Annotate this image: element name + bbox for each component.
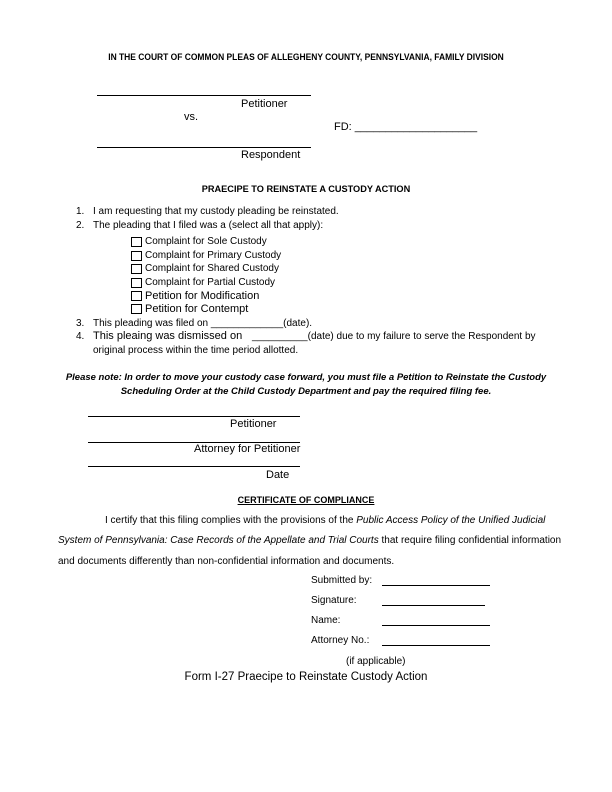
certificate-line-2 <box>58 535 561 546</box>
option-shared-custody: Complaint for Shared Custody <box>145 263 279 274</box>
checkbox-shared-custody[interactable] <box>131 264 142 274</box>
certificate-line-1 <box>105 515 545 526</box>
date-signature-line[interactable] <box>88 466 300 467</box>
respondent-name-line[interactable] <box>97 147 311 148</box>
court-title: IN THE COURT OF COMMON PLEAS OF ALLEGHENY COUNTY, PENNSYLVANIA, FAMILY DIVISION <box>108 52 504 62</box>
checkbox-partial-custody[interactable] <box>131 278 142 288</box>
note-line-2: Scheduling Order at the Child Custody Department and pay the required filing fee. <box>120 386 492 397</box>
certificate-line-3: and documents differently than non-confidential information and documents. <box>58 556 395 567</box>
option-contempt: Petition for Contempt <box>145 303 249 315</box>
form-title: PRAECIPE TO REINSTATE A CUSTODY ACTION <box>201 184 411 194</box>
submitted-by-label: Submitted by: <box>311 575 373 586</box>
certificate-line-1-italic: Public Access Policy of the Unified Judicial <box>356 515 546 526</box>
item-4-text-a: This pleaing was dismissed on <box>93 330 243 342</box>
form-footer: Form I-27 Praecipe to Reinstate Custody Action <box>184 671 428 683</box>
petitioner-signature-label: Petitioner <box>230 418 277 430</box>
option-modification: Petition for Modification <box>145 290 260 302</box>
note-line-1: Please note: In order to move your custody case forward, you must file a Petition to Reinstate the Custody <box>65 372 547 383</box>
item-1-number: 1. <box>76 206 85 217</box>
certificate-line-1-plain: I certify that this filing complies with the provisions of the <box>105 515 357 526</box>
option-partial-custody: Complaint for Partial Custody <box>145 277 276 288</box>
item-4-number: 4. <box>76 331 85 342</box>
petitioner-signature-line[interactable] <box>88 416 300 417</box>
fd-number-field[interactable]: FD: ____________________ <box>334 121 478 133</box>
checkbox-contempt[interactable] <box>131 304 142 314</box>
respondent-caption-label: Respondent <box>241 149 301 161</box>
petitioner-caption-label: Petitioner <box>241 98 288 110</box>
name-line[interactable] <box>382 625 490 626</box>
certificate-line-2-italic: System of Pennsylvania: Case Records of the Appellate and Trial Courts <box>58 535 379 546</box>
date-signature-label: Date <box>266 469 290 481</box>
certificate-heading: CERTIFICATE OF COMPLIANCE <box>237 495 375 505</box>
option-primary-custody: Complaint for Primary Custody <box>145 250 282 261</box>
item-1-text: I am requesting that my custody pleading be reinstated. <box>93 206 339 217</box>
checkbox-primary-custody[interactable] <box>131 251 142 261</box>
item-4-text-c: original process within the time period allotted. <box>93 345 299 356</box>
item-3-text[interactable]: This pleading was filed on _____________(date). <box>93 318 313 329</box>
attorney-signature-label: Attorney for Petitioner <box>194 443 301 455</box>
item-3-number: 3. <box>76 318 85 329</box>
attorney-number-line[interactable] <box>382 645 490 646</box>
item-4-text-b[interactable]: __________(date) due to my failure to serve the Respondent by <box>252 331 536 342</box>
if-applicable-label: (if applicable) <box>346 656 406 667</box>
name-label: Name: <box>311 615 341 626</box>
item-2-number: 2. <box>76 220 85 231</box>
certificate-line-2-plain: that require filing confidential information <box>378 535 562 546</box>
attorney-number-label: Attorney No.: <box>311 635 370 646</box>
checkbox-sole-custody[interactable] <box>131 237 142 247</box>
signature-line[interactable] <box>382 605 485 606</box>
signature-label: Signature: <box>311 595 357 606</box>
option-sole-custody: Complaint for Sole Custody <box>145 236 267 247</box>
petitioner-name-line[interactable] <box>97 95 311 96</box>
checkbox-modification[interactable] <box>131 291 142 301</box>
vs-label: vs. <box>184 111 199 123</box>
item-2-text: The pleading that I filed was a (select all that apply): <box>93 220 324 231</box>
submitted-by-line[interactable] <box>382 585 490 586</box>
